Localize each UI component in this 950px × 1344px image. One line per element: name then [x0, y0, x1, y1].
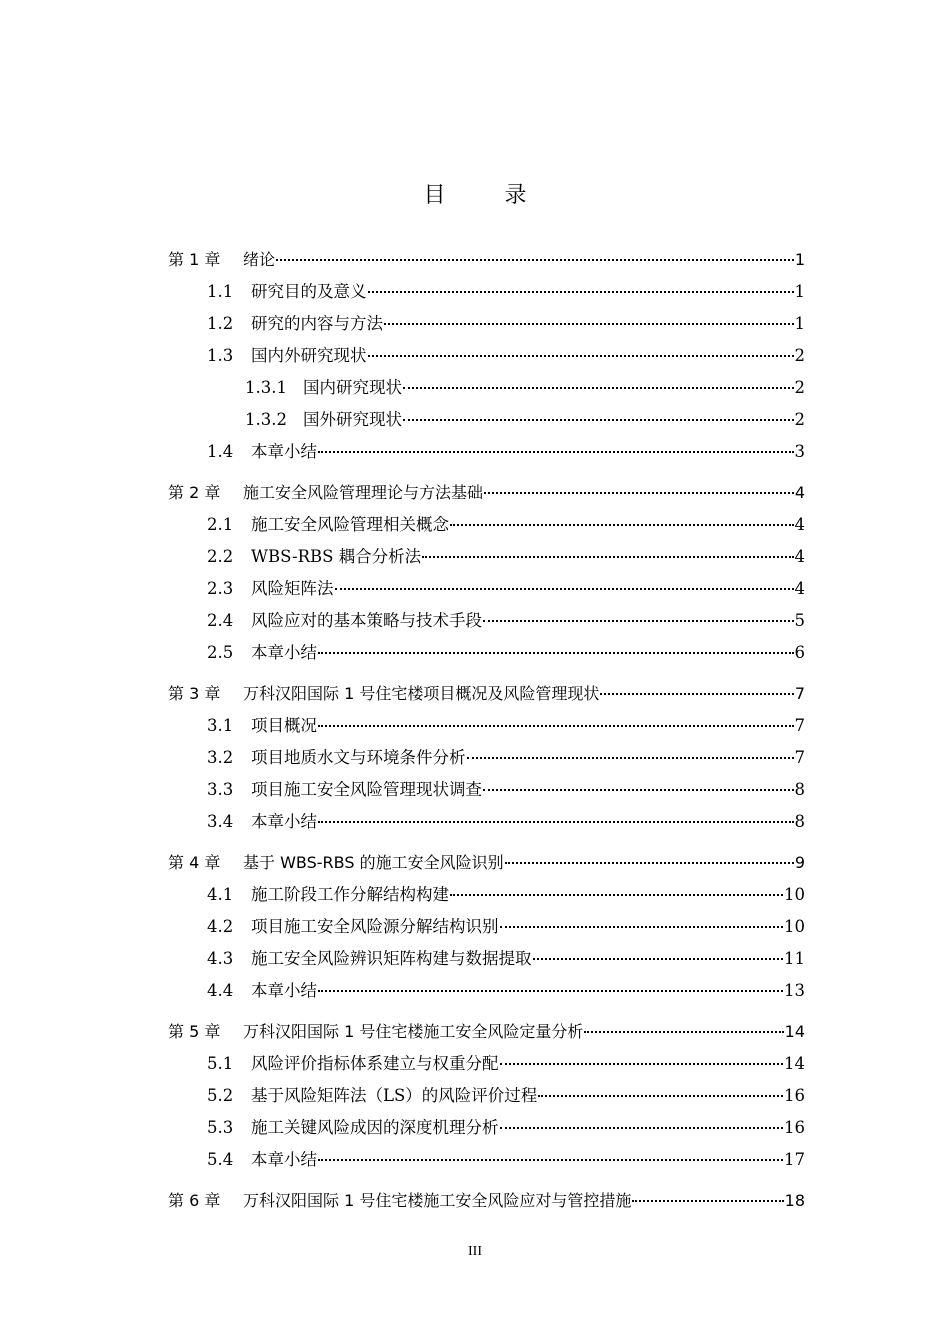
toc-entry-title: 研究的内容与方法 [251, 314, 383, 333]
toc-entry-number: 1.4 [207, 442, 234, 461]
toc-entry-title: 万科汉阳国际 1 号住宅楼项目概况及风险管理现状 [243, 684, 600, 703]
toc-entry-page: 1 [794, 314, 805, 333]
toc-entry-number: 5.4 [207, 1150, 234, 1169]
toc-entry-number: 2.5 [207, 643, 234, 662]
toc-entry-title: 项目施工安全风险源分解结构识别 [251, 917, 499, 936]
toc-entry-section[interactable] [207, 1148, 805, 1172]
toc-entry-number: 1.2 [207, 314, 234, 333]
toc-entry-subsection[interactable] [245, 376, 805, 400]
toc-entry-title: 国内研究现状 [303, 378, 402, 397]
toc-dot-leader [403, 407, 794, 421]
toc-entry-title: 基于 WBS-RBS 的施工安全风险识别 [243, 853, 504, 872]
toc-entry-section[interactable] [207, 714, 805, 738]
toc-entry-page: 7 [794, 748, 805, 767]
toc-entry-title: 风险评价指标体系建立与权重分配 [251, 1054, 499, 1073]
toc-dot-leader [368, 343, 794, 357]
toc-dot-leader [422, 544, 793, 558]
toc-entry-title: 项目施工安全风险管理现状调查 [251, 780, 482, 799]
toc-dot-leader [538, 1083, 783, 1097]
toc-dot-leader [318, 640, 794, 654]
toc-dot-leader [484, 480, 794, 494]
toc-entry-title: 施工安全风险管理相关概念 [251, 515, 449, 534]
toc-entry-page: 8 [794, 812, 805, 831]
toc-entry-page: 16 [784, 1118, 805, 1137]
toc-entry-number: 5.3 [207, 1118, 234, 1137]
toc-entry-number: 1.3.1 [245, 378, 287, 397]
toc-entry-number: 第 6 章 [168, 1191, 221, 1210]
toc-entry-section[interactable] [207, 947, 805, 971]
toc-entry-page: 7 [794, 684, 805, 703]
toc-entry-chapter[interactable] [168, 1189, 805, 1213]
toc-entry-title: 施工安全风险辨识矩阵构建与数据提取 [251, 949, 532, 968]
toc-entry-page: 4 [794, 515, 805, 534]
toc-entry-section[interactable] [207, 545, 805, 569]
toc-entry-number: 2.2 [207, 547, 234, 566]
toc-dot-leader [318, 713, 794, 727]
toc-entry-subsection[interactable] [245, 408, 805, 432]
toc-dot-leader [335, 576, 794, 590]
toc-dot-leader [450, 882, 783, 896]
toc-entry-title: 本章小结 [251, 981, 317, 1000]
toc-entry-title: 万科汉阳国际 1 号住宅楼施工安全风险定量分析 [243, 1022, 584, 1041]
toc-dot-leader [318, 978, 783, 992]
toc-entry-number: 5.1 [207, 1054, 234, 1073]
toc-dot-leader [483, 608, 794, 622]
toc-entry-number: 4.4 [207, 981, 234, 1000]
toc-entry-section[interactable] [207, 344, 805, 368]
toc-entry-title: 本章小结 [251, 643, 317, 662]
toc-entry-title: 项目概况 [251, 716, 317, 735]
toc-entry-title: 绪论 [243, 250, 276, 269]
toc-entry-number: 2.4 [207, 611, 234, 630]
toc-entry-number: 3.2 [207, 748, 234, 767]
toc-entry-number: 4.2 [207, 917, 234, 936]
toc-dot-leader [450, 512, 794, 526]
toc-entry-page: 1 [794, 282, 805, 301]
toc-entry-number: 1.3 [207, 346, 234, 365]
toc-dot-leader [467, 745, 794, 759]
toc-dot-leader [483, 777, 794, 791]
toc-entry-title: 本章小结 [251, 1150, 317, 1169]
toc-title-char-1: 目 [423, 183, 446, 208]
toc-entry-page: 10 [784, 917, 805, 936]
toc-entry-number: 第 1 章 [168, 250, 221, 269]
toc-dot-leader [500, 914, 784, 928]
toc-entry-page: 16 [784, 1086, 805, 1105]
page-number-footer: III [468, 1244, 482, 1259]
toc-entry-number: 3.1 [207, 716, 234, 735]
toc-entry-page: 11 [784, 949, 805, 968]
toc-entry-title: 研究目的及意义 [251, 282, 367, 301]
toc-entry-number: 3.3 [207, 780, 234, 799]
toc-dot-leader [318, 809, 794, 823]
toc-entry-number: 1.3.2 [245, 410, 287, 429]
toc-entry-number: 3.4 [207, 812, 234, 831]
toc-entry-page: 4 [794, 579, 805, 598]
toc-dot-leader [318, 1147, 783, 1161]
toc-entry-title: 万科汉阳国际 1 号住宅楼施工安全风险应对与管控措施 [243, 1191, 632, 1210]
toc-entry-number: 1.1 [207, 282, 234, 301]
toc-entry-chapter[interactable] [168, 481, 805, 505]
toc-entry-page: 2 [794, 378, 805, 397]
toc-entry-number: 4.1 [207, 885, 234, 904]
toc-dot-leader [318, 439, 794, 453]
toc-entry-page: 6 [794, 643, 805, 662]
toc-entry-page: 7 [794, 716, 805, 735]
toc-entry-chapter[interactable] [168, 248, 805, 272]
toc-entry-title: 项目地质水文与环境条件分析 [251, 748, 466, 767]
toc-entry-section[interactable] [207, 883, 805, 907]
toc-entry-section[interactable] [207, 312, 805, 336]
toc-entry-section[interactable] [207, 1084, 805, 1108]
toc-entry-section[interactable] [207, 577, 805, 601]
toc-dot-leader [500, 1051, 784, 1065]
toc-entry-title: 国外研究现状 [303, 410, 402, 429]
toc-entry-title: 风险应对的基本策略与技术手段 [251, 611, 482, 630]
toc-entry-section[interactable] [207, 513, 805, 537]
toc-entry-section[interactable] [207, 609, 805, 633]
toc-entry-title: 本章小结 [251, 812, 317, 831]
toc-entry-number: 2.3 [207, 579, 234, 598]
toc-entry-page: 5 [794, 611, 805, 630]
toc-dot-leader [632, 1188, 783, 1202]
toc-title-char-2: 录 [504, 183, 527, 208]
toc-entry-page: 4 [794, 483, 805, 502]
toc-entry-section[interactable] [207, 641, 805, 665]
toc-dot-leader [533, 946, 784, 960]
toc-entry-page: 13 [784, 981, 805, 1000]
toc-entry-section[interactable] [207, 440, 805, 464]
toc-entry-page: 9 [794, 853, 805, 872]
toc-entry-title: 施工阶段工作分解结构构建 [251, 885, 449, 904]
toc-entry-chapter[interactable] [168, 682, 805, 706]
toc-entry-number: 第 5 章 [168, 1022, 221, 1041]
toc-entry-title: 国内外研究现状 [251, 346, 367, 365]
toc-entry-section[interactable] [207, 810, 805, 834]
toc-dot-leader [403, 375, 794, 389]
toc-entry-page: 14 [784, 1054, 805, 1073]
toc-entry-page: 18 [784, 1191, 805, 1210]
toc-dot-leader [600, 681, 793, 695]
toc-entry-title: 本章小结 [251, 442, 317, 461]
toc-entry-page: 1 [794, 250, 805, 269]
toc-entry-chapter[interactable] [168, 1020, 805, 1044]
toc-entry-section[interactable] [207, 280, 805, 304]
toc-entry-section[interactable] [207, 915, 805, 939]
toc-entry-number: 2.1 [207, 515, 234, 534]
toc-entry-page: 2 [794, 410, 805, 429]
toc-entry-page: 2 [794, 346, 805, 365]
toc-entry-section[interactable] [207, 746, 805, 770]
toc-entry-section[interactable] [207, 1116, 805, 1140]
toc-dot-leader [368, 279, 794, 293]
toc-entry-title: 基于风险矩阵法（LS）的风险评价过程 [251, 1086, 538, 1105]
toc-entry-number: 第 3 章 [168, 684, 221, 703]
toc-entry-number: 第 4 章 [168, 853, 221, 872]
toc-entry-number: 第 2 章 [168, 483, 221, 502]
toc-dot-leader [500, 1115, 784, 1129]
toc-entry-title: WBS-RBS 耦合分析法 [251, 547, 422, 566]
toc-entry-title: 施工关键风险成因的深度机理分析 [251, 1118, 499, 1137]
toc-dot-leader [384, 311, 794, 325]
toc-entry-number: 5.2 [207, 1086, 234, 1105]
toc-entry-page: 10 [784, 885, 805, 904]
toc-entry-page: 3 [794, 442, 805, 461]
toc-dot-leader [584, 1019, 783, 1033]
toc-entry-section[interactable] [207, 979, 805, 1003]
toc-entry-section[interactable] [207, 778, 805, 802]
toc-entry-page: 8 [794, 780, 805, 799]
toc-entry-page: 4 [794, 547, 805, 566]
toc-dot-leader [505, 850, 794, 864]
toc-entry-section[interactable] [207, 1052, 805, 1076]
toc-entry-page: 17 [784, 1150, 805, 1169]
toc-dot-leader [276, 247, 794, 261]
toc-entry-title: 施工安全风险管理理论与方法基础 [243, 483, 484, 502]
toc-entry-page: 14 [784, 1022, 805, 1041]
toc-entry-chapter[interactable] [168, 851, 805, 875]
toc-entry-number: 4.3 [207, 949, 234, 968]
toc-entry-title: 风险矩阵法 [251, 579, 334, 598]
